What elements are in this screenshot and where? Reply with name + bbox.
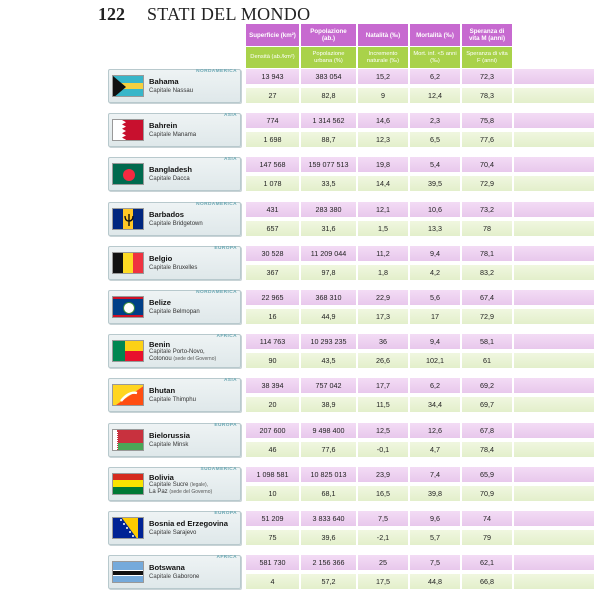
bolivia-flag — [112, 473, 144, 495]
value-cell: 38 394 — [246, 378, 301, 393]
belize-flag — [112, 296, 144, 318]
country-values — [246, 334, 594, 368]
values-top-row — [246, 423, 594, 438]
country-values — [246, 511, 594, 545]
value-cell: 5,7 — [410, 530, 462, 545]
column-header-top: Popolazione (ab.) — [301, 24, 356, 46]
value-cell: 7,5 — [358, 511, 410, 526]
values-bottom-row — [246, 397, 594, 412]
value-cell: 69,7 — [462, 397, 514, 412]
country-card — [108, 157, 241, 191]
value-cell: 22,9 — [358, 290, 410, 305]
values-bottom-row — [246, 221, 594, 236]
value-cell: 5,4 — [410, 157, 462, 172]
values-bottom-row — [246, 530, 594, 545]
value-cell: 74 — [462, 511, 514, 526]
value-cell: 17 — [410, 309, 462, 324]
country-values — [246, 157, 594, 191]
bosnia-flag — [112, 517, 144, 539]
values-top-row — [246, 467, 594, 482]
capital-name: Gaborone — [172, 574, 200, 581]
column-header-top: Mortalità (‰) — [410, 24, 460, 46]
country-name: Bahrein — [149, 121, 178, 131]
country-name: Bosnia ed Erzegovina — [149, 519, 228, 528]
value-cell: 31,6 — [301, 221, 358, 236]
country-card — [108, 246, 241, 280]
value-cell: 46 — [246, 442, 301, 457]
capital-name: Manama — [172, 132, 197, 139]
region-label: ASIA — [223, 378, 237, 384]
region-label: EUROPA — [214, 245, 237, 251]
country-name: Bahama — [149, 77, 179, 86]
column-header-top: Speranza di vita M (anni) — [462, 24, 512, 46]
value-cell: 30 528 — [246, 246, 301, 261]
country-row — [108, 157, 592, 193]
values-bottom-row — [246, 88, 594, 103]
value-cell: 62,1 — [462, 555, 514, 570]
values-bottom-row — [246, 574, 594, 589]
values-bottom-row — [246, 132, 594, 147]
value-cell: 73,2 — [462, 202, 514, 217]
value-cell: 17,3 — [358, 309, 410, 324]
value-cell: 6,2 — [410, 378, 462, 393]
value-cell: 9,6 — [410, 511, 462, 526]
capital-note: (legale), — [190, 481, 209, 488]
value-cell: 7,5 — [410, 555, 462, 570]
country-name: Benin — [149, 340, 171, 350]
botswana-flag — [112, 561, 144, 583]
bahamas-flag — [112, 75, 144, 97]
values-bottom-row — [246, 265, 594, 280]
country-card — [108, 290, 241, 324]
country-values — [246, 378, 594, 412]
value-cell: 367 — [246, 265, 301, 280]
capital-name: Sarajevo — [172, 530, 197, 536]
region-label: NORDAMERICA — [196, 290, 237, 295]
value-cell: 77,6 — [462, 132, 514, 147]
value-cell: 26,6 — [358, 353, 410, 368]
values-bottom-row — [246, 442, 594, 457]
values-bottom-row — [246, 486, 594, 501]
value-cell: 16 — [246, 309, 301, 324]
country-values — [246, 467, 594, 501]
value-cell: 25 — [358, 555, 410, 570]
country-capital — [149, 221, 241, 228]
value-cell: 38,9 — [301, 397, 358, 412]
country-row — [108, 246, 592, 282]
value-cell: 22 965 — [246, 290, 301, 305]
country-row — [108, 202, 592, 238]
value-cell: 1 078 — [246, 176, 301, 191]
page-header — [98, 4, 310, 25]
country-card — [108, 467, 241, 501]
country-name: Botswana — [149, 563, 185, 573]
column-header — [246, 24, 299, 68]
region-label: EUROPA — [214, 422, 237, 428]
value-cell: 2 156 366 — [301, 555, 358, 570]
country-card — [108, 334, 241, 368]
capital-name: Bruxelles — [172, 264, 198, 271]
value-cell: 78 — [462, 221, 514, 236]
capital-secondary: La Paz — [149, 488, 168, 495]
country-capital — [149, 482, 241, 496]
value-cell: 23,9 — [358, 467, 410, 482]
capital-secondary-note: (sede del Governo) — [169, 488, 213, 495]
value-cell: 70,9 — [462, 486, 514, 501]
values-top-row — [246, 202, 594, 217]
column-header-bottom: Incremento naturale (‰) — [358, 47, 408, 68]
country-card — [108, 69, 241, 103]
value-cell: 66,8 — [462, 574, 514, 589]
region-label: ASIA — [223, 113, 237, 119]
benin-flag — [112, 340, 144, 362]
capital-secondary-note: (sede del Governo) — [173, 356, 217, 363]
values-top-row — [246, 511, 594, 526]
values-bottom-row — [246, 353, 594, 368]
value-cell: 57,2 — [301, 574, 358, 589]
country-capital — [149, 442, 241, 449]
value-cell: 68,1 — [301, 486, 358, 501]
belarus-flag — [112, 429, 144, 451]
value-cell: 4,2 — [410, 265, 462, 280]
value-cell: 12,3 — [358, 132, 410, 147]
capital-label: Capitale — [149, 309, 172, 315]
country-row — [108, 511, 592, 547]
capital-label: Capitale — [149, 481, 172, 488]
value-cell: 13,3 — [410, 221, 462, 236]
value-cell: 44,9 — [301, 309, 358, 324]
value-cell: 9 — [358, 88, 410, 103]
value-cell: 39,6 — [301, 530, 358, 545]
value-cell: 1 698 — [246, 132, 301, 147]
value-cell: 75,8 — [462, 113, 514, 128]
value-cell: 79 — [462, 530, 514, 545]
country-card — [108, 423, 241, 457]
region-label: AFRICA — [216, 334, 237, 340]
country-row — [108, 69, 592, 105]
value-cell: 14,6 — [358, 113, 410, 128]
value-cell: 431 — [246, 202, 301, 217]
value-cell: 581 730 — [246, 555, 301, 570]
value-cell: 10 825 013 — [301, 467, 358, 482]
value-cell: 43,5 — [301, 353, 358, 368]
country-capital — [149, 530, 241, 537]
region-label: NORDAMERICA — [196, 201, 237, 207]
region-label: EUROPA — [214, 511, 237, 516]
value-cell: 6,2 — [410, 69, 462, 84]
country-row — [108, 378, 592, 414]
value-cell: 39,5 — [410, 176, 462, 191]
country-card — [108, 555, 241, 589]
values-top-row — [246, 69, 594, 84]
capital-label: Capitale — [149, 88, 172, 94]
value-cell: 65,9 — [462, 467, 514, 482]
value-cell: 69,2 — [462, 378, 514, 393]
values-top-row — [246, 246, 594, 261]
values-top-row — [246, 334, 594, 349]
value-cell: 70,4 — [462, 157, 514, 172]
value-cell: 14,4 — [358, 176, 410, 191]
country-capital — [149, 574, 241, 581]
value-cell: 11,5 — [358, 397, 410, 412]
value-cell: 78,1 — [462, 246, 514, 261]
capital-label: Capitale — [149, 176, 172, 183]
country-values — [246, 202, 594, 236]
capital-label: Capitale — [149, 530, 172, 536]
country-values — [246, 246, 594, 280]
bhutan-flag — [112, 384, 144, 406]
country-card — [108, 113, 241, 147]
column-header-top: Natalità (‰) — [358, 24, 408, 46]
value-cell: 44,8 — [410, 574, 462, 589]
bahrain-flag — [112, 119, 144, 141]
value-cell: 67,8 — [462, 423, 514, 438]
country-name: Barbados — [149, 209, 185, 219]
capital-label: Capitale — [149, 220, 172, 227]
capital-label: Capitale — [149, 441, 172, 448]
country-name: Bielorussia — [149, 430, 190, 440]
country-capital — [149, 349, 241, 363]
value-cell: 657 — [246, 221, 301, 236]
value-cell: 78,4 — [462, 442, 514, 457]
value-cell: 757 042 — [301, 378, 358, 393]
value-cell: 34,4 — [410, 397, 462, 412]
country-card — [108, 511, 241, 545]
value-cell: -2,1 — [358, 530, 410, 545]
page-number: 122 — [98, 4, 125, 24]
region-label: AFRICA — [216, 555, 237, 561]
values-top-row — [246, 157, 594, 172]
value-cell: 17,7 — [358, 378, 410, 393]
value-cell: 9,4 — [410, 246, 462, 261]
value-cell: 6,5 — [410, 132, 462, 147]
value-cell: 72,9 — [462, 176, 514, 191]
capital-secondary: Cotonou — [149, 356, 172, 363]
bangladesh-flag — [112, 163, 144, 185]
value-cell: 3 833 640 — [301, 511, 358, 526]
value-cell: 159 077 513 — [301, 157, 358, 172]
column-header — [301, 24, 356, 68]
capital-label: Capitale — [149, 264, 172, 271]
country-name: Bolivia — [149, 472, 174, 482]
country-capital — [149, 176, 241, 183]
value-cell: 1,8 — [358, 265, 410, 280]
value-cell: 4 — [246, 574, 301, 589]
country-values — [246, 423, 594, 457]
value-cell: 51 209 — [246, 511, 301, 526]
capital-name: Sucre — [172, 481, 189, 488]
value-cell: 114 763 — [246, 334, 301, 349]
country-card — [108, 202, 241, 236]
capital-name: Nassau — [172, 88, 194, 94]
capital-name: Belmopan — [172, 309, 200, 315]
country-row — [108, 555, 592, 591]
value-cell: 10 — [246, 486, 301, 501]
value-cell: 72,3 — [462, 69, 514, 84]
values-bottom-row — [246, 176, 594, 191]
country-values — [246, 555, 594, 589]
value-cell: 13 943 — [246, 69, 301, 84]
country-capital — [149, 265, 241, 272]
value-cell: 39,8 — [410, 486, 462, 501]
value-cell: 33,5 — [301, 176, 358, 191]
value-cell: 20 — [246, 397, 301, 412]
capital-name: Thimphu — [172, 397, 196, 404]
value-cell: 77,6 — [301, 442, 358, 457]
belgium-flag — [112, 252, 144, 274]
capital-name: Minsk — [172, 441, 189, 448]
value-cell: 102,1 — [410, 353, 462, 368]
value-cell: 78,3 — [462, 88, 514, 103]
country-name: Belgio — [149, 253, 173, 263]
value-cell: 11,2 — [358, 246, 410, 261]
value-cell: 7,4 — [410, 467, 462, 482]
value-cell: 58,1 — [462, 334, 514, 349]
value-cell: 368 310 — [301, 290, 358, 305]
values-top-row — [246, 555, 594, 570]
values-top-row — [246, 290, 594, 305]
country-values — [246, 113, 594, 147]
capital-label: Capitale — [149, 349, 172, 356]
country-row — [108, 467, 592, 503]
column-header-bottom: Mort. inf. <5 anni (‰) — [410, 47, 460, 68]
column-headers — [246, 24, 514, 68]
column-header — [410, 24, 460, 68]
value-cell: 283 380 — [301, 202, 358, 217]
country-values — [246, 290, 594, 324]
value-cell: 90 — [246, 353, 301, 368]
country-row — [108, 113, 592, 149]
value-cell: 383 054 — [301, 69, 358, 84]
value-cell: 97,8 — [301, 265, 358, 280]
value-cell: 27 — [246, 88, 301, 103]
values-top-row — [246, 113, 594, 128]
value-cell: 1 314 562 — [301, 113, 358, 128]
capital-name: Porto-Novo, — [172, 349, 205, 356]
value-cell: 10 293 235 — [301, 334, 358, 349]
country-capital — [149, 132, 241, 139]
value-cell: 88,7 — [301, 132, 358, 147]
country-row — [108, 334, 592, 370]
value-cell: 1 098 581 — [246, 467, 301, 482]
value-cell: 12,1 — [358, 202, 410, 217]
value-cell: 147 568 — [246, 157, 301, 172]
column-header-bottom: Popolazione urbana (%) — [301, 47, 356, 68]
value-cell: 15,2 — [358, 69, 410, 84]
value-cell: 36 — [358, 334, 410, 349]
page-title: STATI DEL MONDO — [147, 4, 311, 24]
value-cell: 11 209 044 — [301, 246, 358, 261]
value-cell: 83,2 — [462, 265, 514, 280]
value-cell: -0,1 — [358, 442, 410, 457]
value-cell: 16,5 — [358, 486, 410, 501]
capital-label: Capitale — [149, 574, 172, 581]
value-cell: 9 498 400 — [301, 423, 358, 438]
capital-name: Dacca — [172, 176, 190, 183]
column-header — [358, 24, 408, 68]
value-cell: 5,6 — [410, 290, 462, 305]
value-cell: 19,8 — [358, 157, 410, 172]
country-row — [108, 423, 592, 459]
column-header-top: Superficie (km²) — [246, 24, 299, 46]
country-capital — [149, 88, 241, 95]
region-label: NORDAMERICA — [196, 69, 237, 74]
value-cell: 12,4 — [410, 88, 462, 103]
capital-label: Capitale — [149, 397, 172, 404]
value-cell: 207 600 — [246, 423, 301, 438]
capital-label: Capitale — [149, 132, 172, 139]
capital-name: Bridgetown — [172, 220, 203, 227]
column-header-bottom: Densità (ab./km²) — [246, 47, 299, 68]
column-header — [462, 24, 512, 68]
column-header-bottom: Speranza di vita F (anni) — [462, 47, 512, 68]
value-cell: 61 — [462, 353, 514, 368]
value-cell: 12,5 — [358, 423, 410, 438]
value-cell: 82,8 — [301, 88, 358, 103]
country-name: Bangladesh — [149, 165, 193, 175]
value-cell: 2,3 — [410, 113, 462, 128]
country-capital — [149, 309, 241, 316]
value-cell: 72,9 — [462, 309, 514, 324]
value-cell: 67,4 — [462, 290, 514, 305]
country-name: Bhutan — [149, 386, 176, 396]
value-cell: 9,4 — [410, 334, 462, 349]
value-cell: 4,7 — [410, 442, 462, 457]
value-cell: 10,6 — [410, 202, 462, 217]
region-label: SUDAMERICA — [200, 466, 237, 472]
value-cell: 75 — [246, 530, 301, 545]
country-values — [246, 69, 594, 103]
values-bottom-row — [246, 309, 594, 324]
value-cell: 1,5 — [358, 221, 410, 236]
country-card — [108, 378, 241, 412]
value-cell: 774 — [246, 113, 301, 128]
country-name: Belize — [149, 298, 171, 307]
value-cell: 17,5 — [358, 574, 410, 589]
country-row — [108, 290, 592, 326]
values-top-row — [246, 378, 594, 393]
value-cell: 12,6 — [410, 423, 462, 438]
region-label: ASIA — [223, 157, 237, 163]
country-capital — [149, 397, 241, 404]
barbados-flag — [112, 208, 144, 230]
